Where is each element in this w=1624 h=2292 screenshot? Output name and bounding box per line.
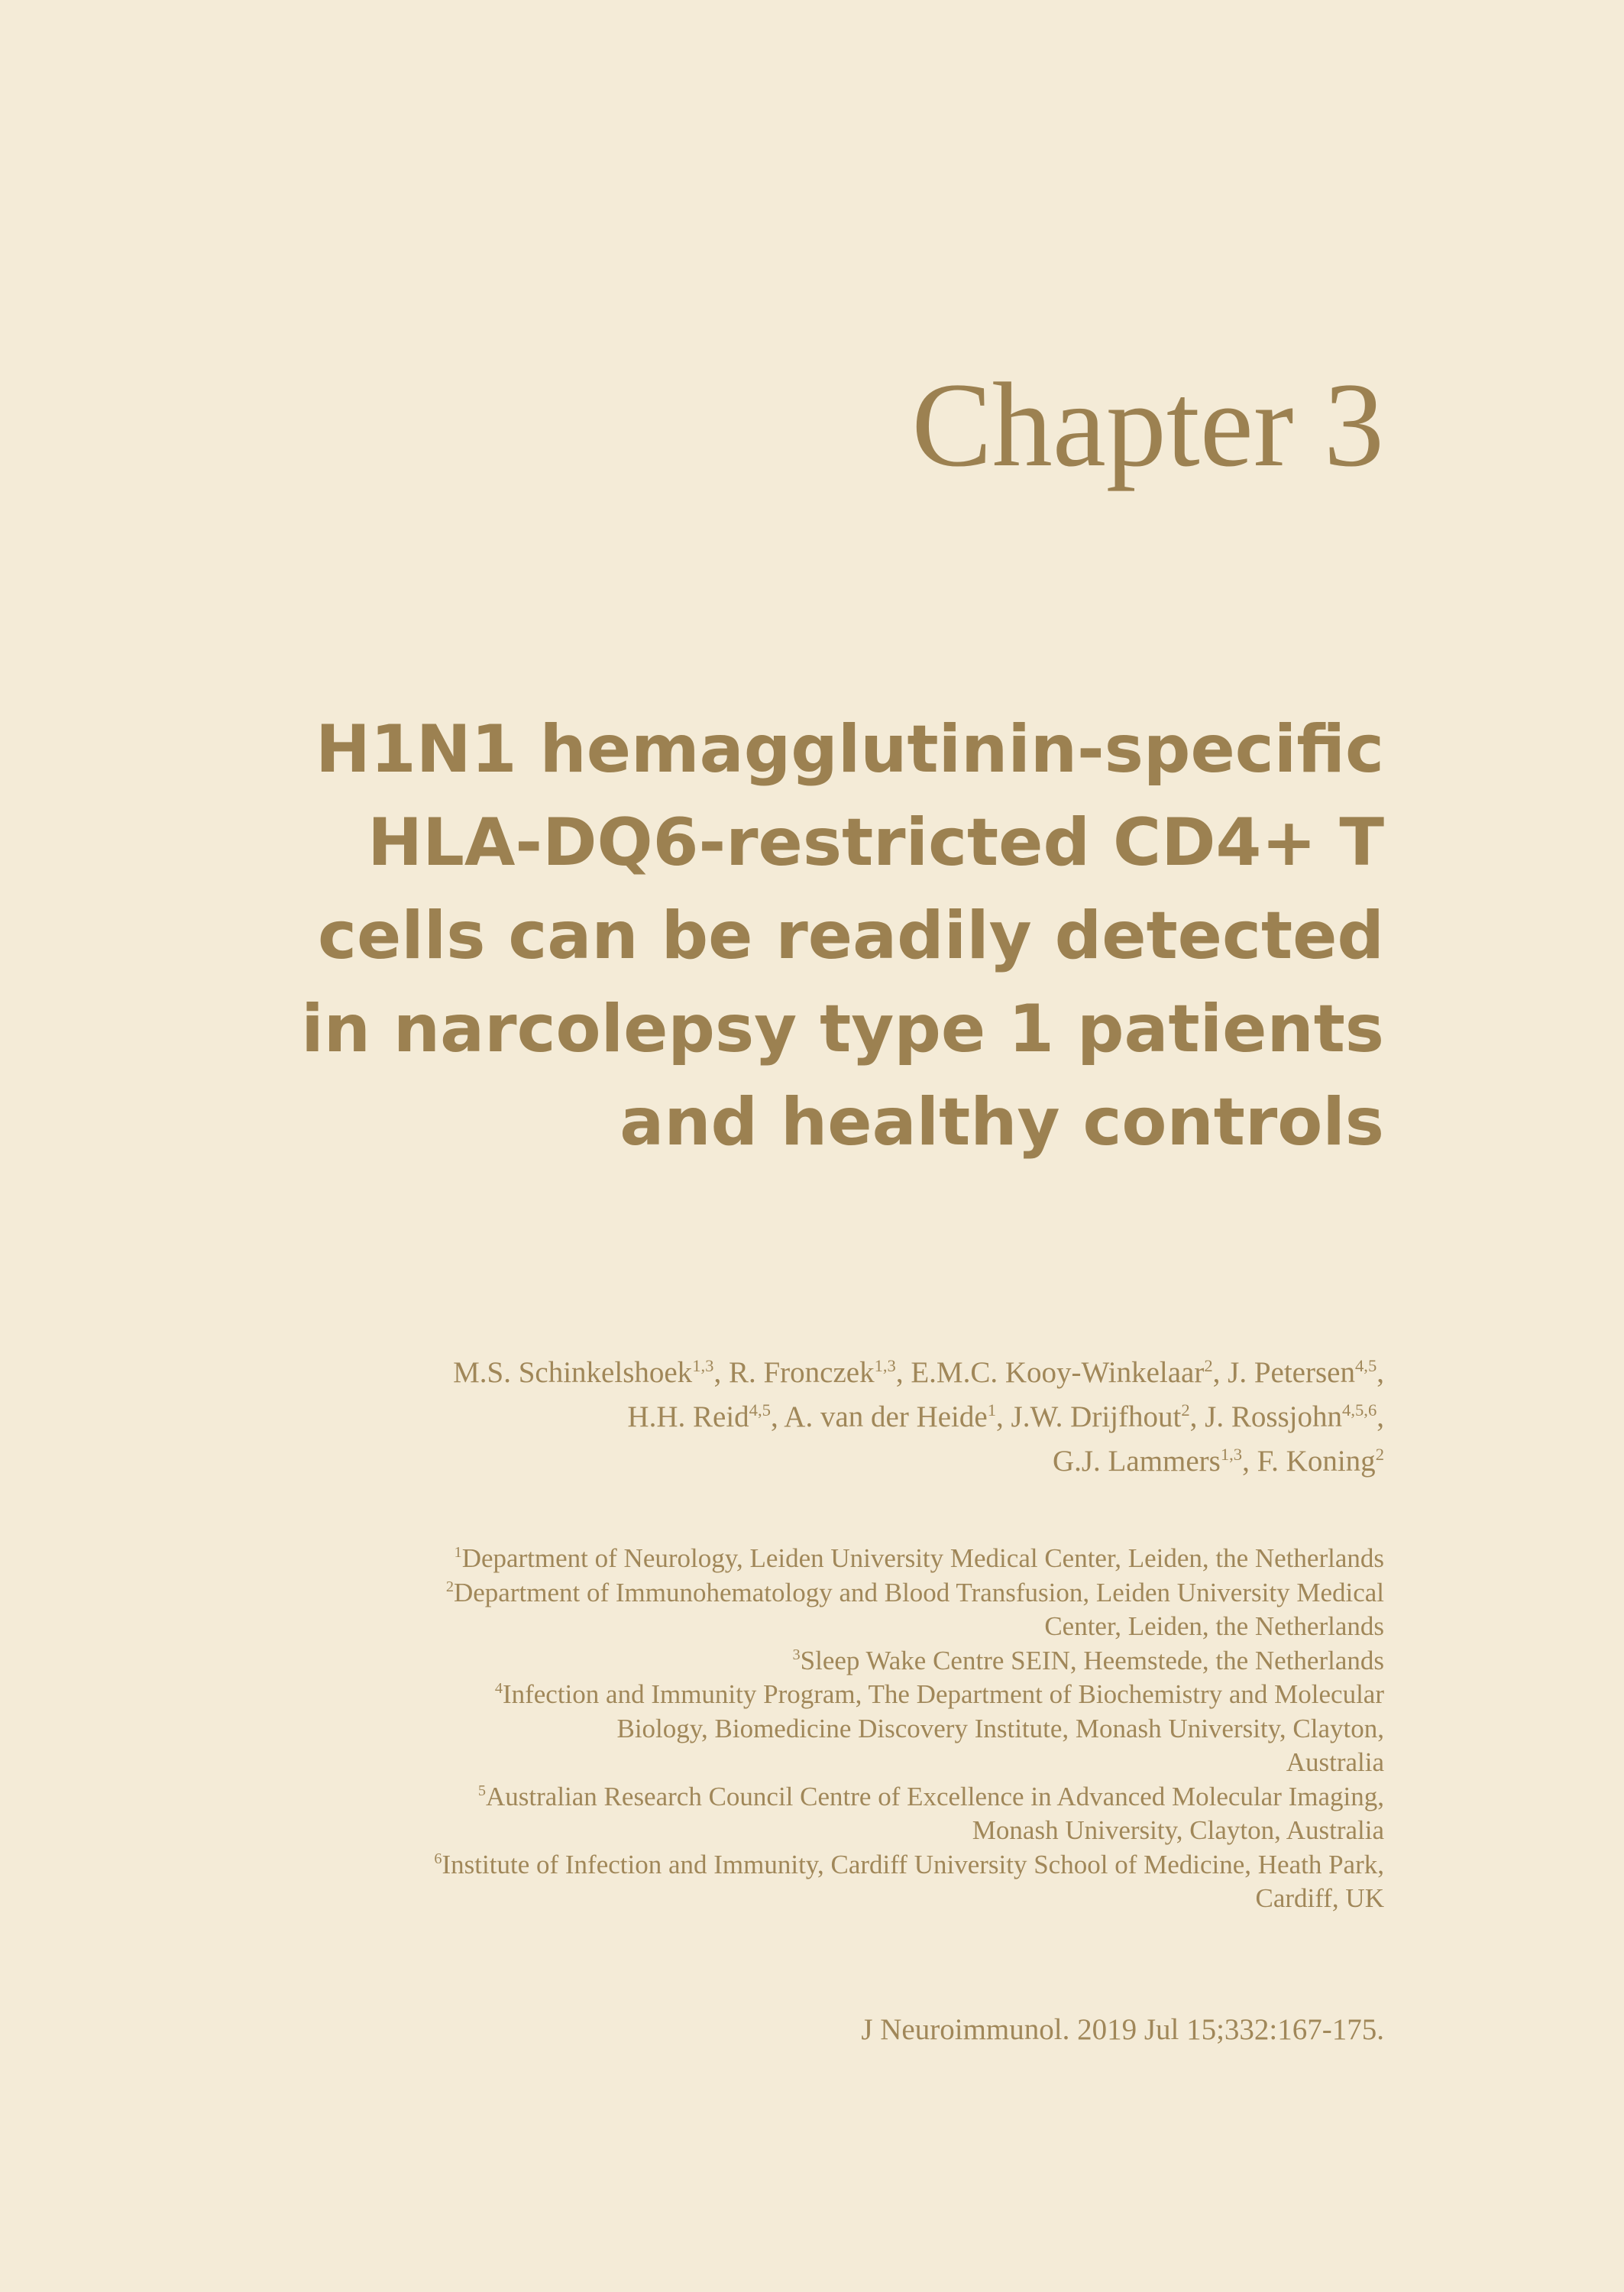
affiliation-text: Monash University, Clayton, Australia	[972, 1815, 1384, 1845]
author-name: J. Rossjohn	[1205, 1400, 1343, 1433]
author-affiliation-ref: 2	[1204, 1356, 1213, 1375]
affiliation-text: Infection and Immunity Program, The Department of Biochemistry and Molecular	[502, 1679, 1384, 1709]
author-name: J. Petersen	[1228, 1356, 1355, 1389]
affiliation-line	[147, 1542, 1384, 1576]
author-affiliation-ref: 1	[987, 1400, 997, 1420]
title-line: in narcolepsy type 1 patients	[301, 991, 1384, 1067]
affiliation-line	[147, 1882, 1384, 1916]
author-name: M.S. Schinkelshoek	[453, 1356, 693, 1389]
author-name: G.J. Lammers	[1052, 1445, 1221, 1478]
affiliation-line	[147, 1644, 1384, 1679]
author-separator: ,	[1189, 1400, 1205, 1433]
author-line	[162, 1439, 1384, 1484]
affiliation-line	[147, 1576, 1384, 1611]
author-name: R. Fronczek	[728, 1356, 875, 1389]
title-line: and healthy controls	[620, 1084, 1384, 1161]
affiliation-number: 4	[494, 1680, 503, 1698]
affiliation-text: Department of Immunohematology and Blood Transfusion, Leiden University Medical	[454, 1577, 1384, 1607]
author-separator: ,	[1377, 1356, 1384, 1389]
author-name: E.M.C. Kooy-Winkelaar	[911, 1356, 1205, 1389]
affiliation-text: Center, Leiden, the Netherlands	[1044, 1611, 1384, 1641]
author-affiliation-ref: 4,5,6	[1342, 1400, 1377, 1420]
affiliation-line	[147, 1848, 1384, 1882]
title-line: HLA-DQ6-restricted CD4+ T	[367, 804, 1384, 881]
author-separator: ,	[770, 1400, 785, 1433]
author-line	[162, 1351, 1384, 1395]
affiliation-line	[147, 1746, 1384, 1780]
affiliation-number: 3	[792, 1646, 801, 1663]
affiliation-number: 6	[434, 1850, 442, 1867]
author-name: A. van der Heide	[784, 1400, 988, 1433]
affiliation-line	[147, 1712, 1384, 1747]
affiliation-text: Institute of Infection and Immunity, Cardiff University School of Medicine, Heath Park,	[442, 1849, 1384, 1879]
author-affiliation-ref: 2	[1181, 1400, 1190, 1420]
affiliation-text: Cardiff, UK	[1255, 1883, 1384, 1913]
affiliation-number: 1	[454, 1544, 462, 1562]
affiliation-line	[147, 1780, 1384, 1814]
author-affiliation-ref: 4,5	[1354, 1356, 1377, 1375]
author-affiliation-ref: 4,5	[749, 1400, 771, 1420]
author-name: H.H. Reid	[627, 1400, 749, 1433]
author-affiliation-ref: 1,3	[874, 1356, 896, 1375]
affiliation-text: Australian Research Council Centre of Excellence in Advanced Molecular Imaging,	[486, 1781, 1384, 1811]
author-name: F. Koning	[1257, 1445, 1376, 1478]
affiliation-text: Sleep Wake Centre SEIN, Heemstede, the Netherlands	[800, 1645, 1384, 1675]
journal-citation: J Neuroimmunol. 2019 Jul 15;332:167-175.	[861, 2013, 1384, 2046]
author-separator: ,	[1242, 1445, 1257, 1478]
author-list	[162, 1351, 1384, 1484]
author-affiliation-ref: 1,3	[1220, 1445, 1243, 1464]
affiliation-text: Australia	[1286, 1747, 1384, 1777]
affiliation-line	[147, 1610, 1384, 1644]
author-separator: ,	[996, 1400, 1011, 1433]
author-separator: ,	[713, 1356, 729, 1389]
affiliation-text: Department of Neurology, Leiden University Medical Center, Leiden, the Netherlands	[461, 1543, 1384, 1573]
affiliation-number: 2	[445, 1578, 454, 1595]
author-affiliation-ref: 1,3	[692, 1356, 714, 1375]
title-line: H1N1 hemagglutinin-specific	[315, 711, 1384, 788]
author-separator: ,	[1377, 1400, 1384, 1433]
affiliation-text: Biology, Biomedicine Discovery Institute, Monash University, Clayton,	[616, 1713, 1384, 1743]
chapter-heading: Chapter 3	[911, 358, 1384, 492]
author-separator: ,	[1212, 1356, 1228, 1389]
title-line: cells can be readily detected	[318, 898, 1384, 974]
author-separator: ,	[895, 1356, 911, 1389]
author-line	[162, 1395, 1384, 1439]
author-affiliation-ref: 2	[1375, 1445, 1384, 1464]
affiliation-list	[147, 1542, 1384, 1916]
affiliation-line	[147, 1814, 1384, 1848]
affiliation-number: 5	[477, 1782, 487, 1799]
author-name: J.W. Drijfhout	[1011, 1400, 1182, 1433]
article-title	[238, 703, 1384, 1169]
affiliation-line	[147, 1678, 1384, 1712]
